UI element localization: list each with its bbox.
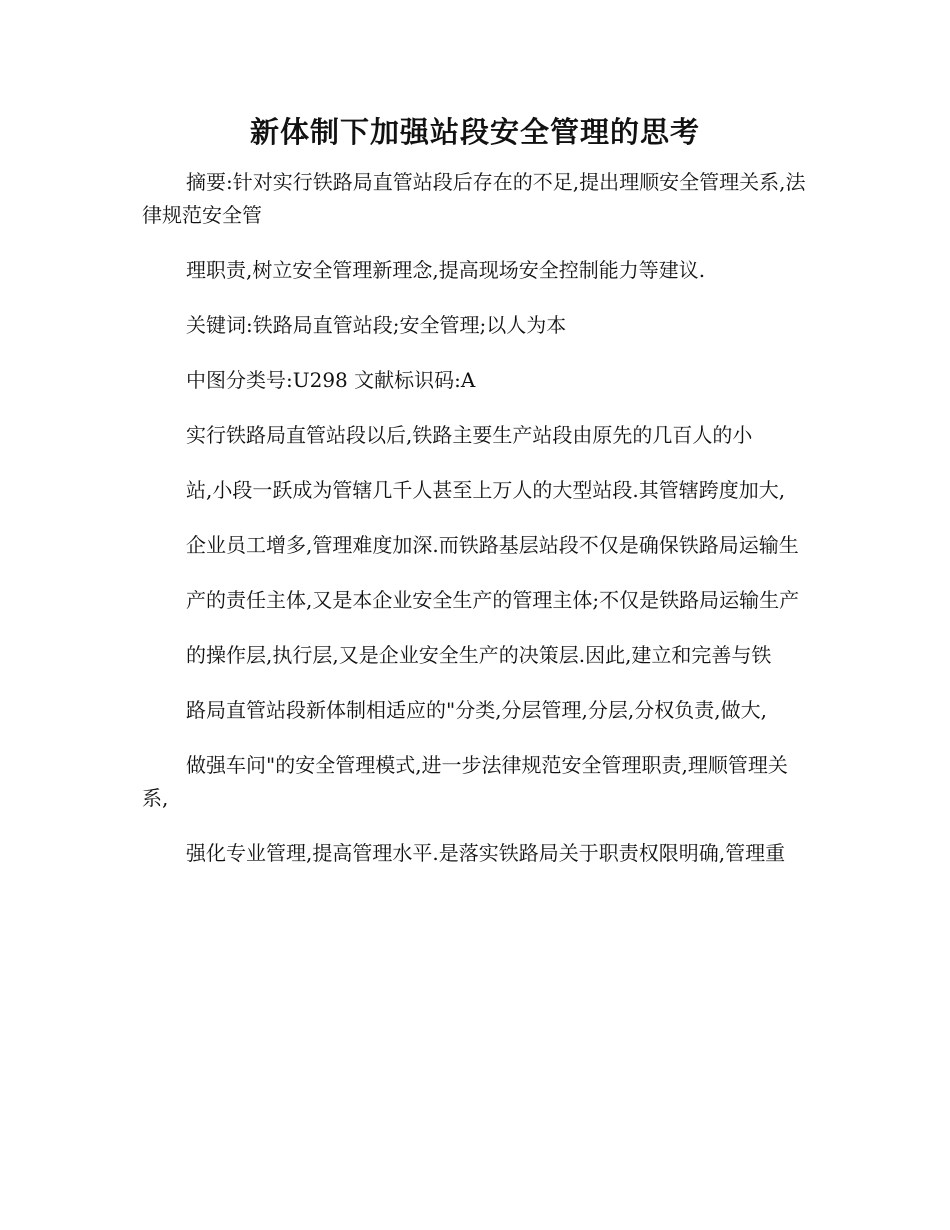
document-title: 新体制下加强站段安全管理的思考 bbox=[249, 115, 700, 149]
body-paragraph-3: 企业员工增多,管理难度加深.而铁路基层站段不仅是确保铁路局运输生 bbox=[186, 533, 799, 557]
body-paragraph-6: 路局直管站段新体制相适应的"分类,分层管理,分层,分权负责,做大, bbox=[186, 698, 767, 722]
body-paragraph-5: 的操作层,执行层,又是企业安全生产的决策层.因此,建立和完善与铁 bbox=[186, 643, 772, 667]
body-paragraph-7: 做强车问"的安全管理模式,进一步法律规范安全管理职责,理顺管理关系, bbox=[142, 753, 788, 810]
body-paragraph-8: 强化专业管理,提高管理水平.是落实铁路局关于职责权限明确,管理重 bbox=[186, 841, 786, 865]
body-paragraph-1: 实行铁路局直管站段以后,铁路主要生产站段由原先的几百人的小 bbox=[186, 423, 753, 447]
abstract-paragraph-line-2: 理职责,树立安全管理新理念,提高现场安全控制能力等建议. bbox=[186, 258, 706, 282]
body-paragraph-4: 产的责任主体,又是本企业安全生产的管理主体;不仅是铁路局运输生产 bbox=[186, 588, 800, 612]
document-body bbox=[142, 166, 808, 892]
keywords-paragraph: 关键词:铁路局直管站段;安全管理;以人为本 bbox=[186, 313, 567, 337]
classification-paragraph: 中图分类号:U298 文献标识码:A bbox=[186, 368, 476, 392]
abstract-paragraph-line-1: 摘要:针对实行铁路局直管站段后存在的不足,提出理顺安全管理关系,法律规范安全管 bbox=[142, 170, 806, 227]
body-paragraph-2: 站,小段一跃成为管辖几千人甚至上万人的大型站段.其管辖跨度加大, bbox=[186, 478, 786, 502]
